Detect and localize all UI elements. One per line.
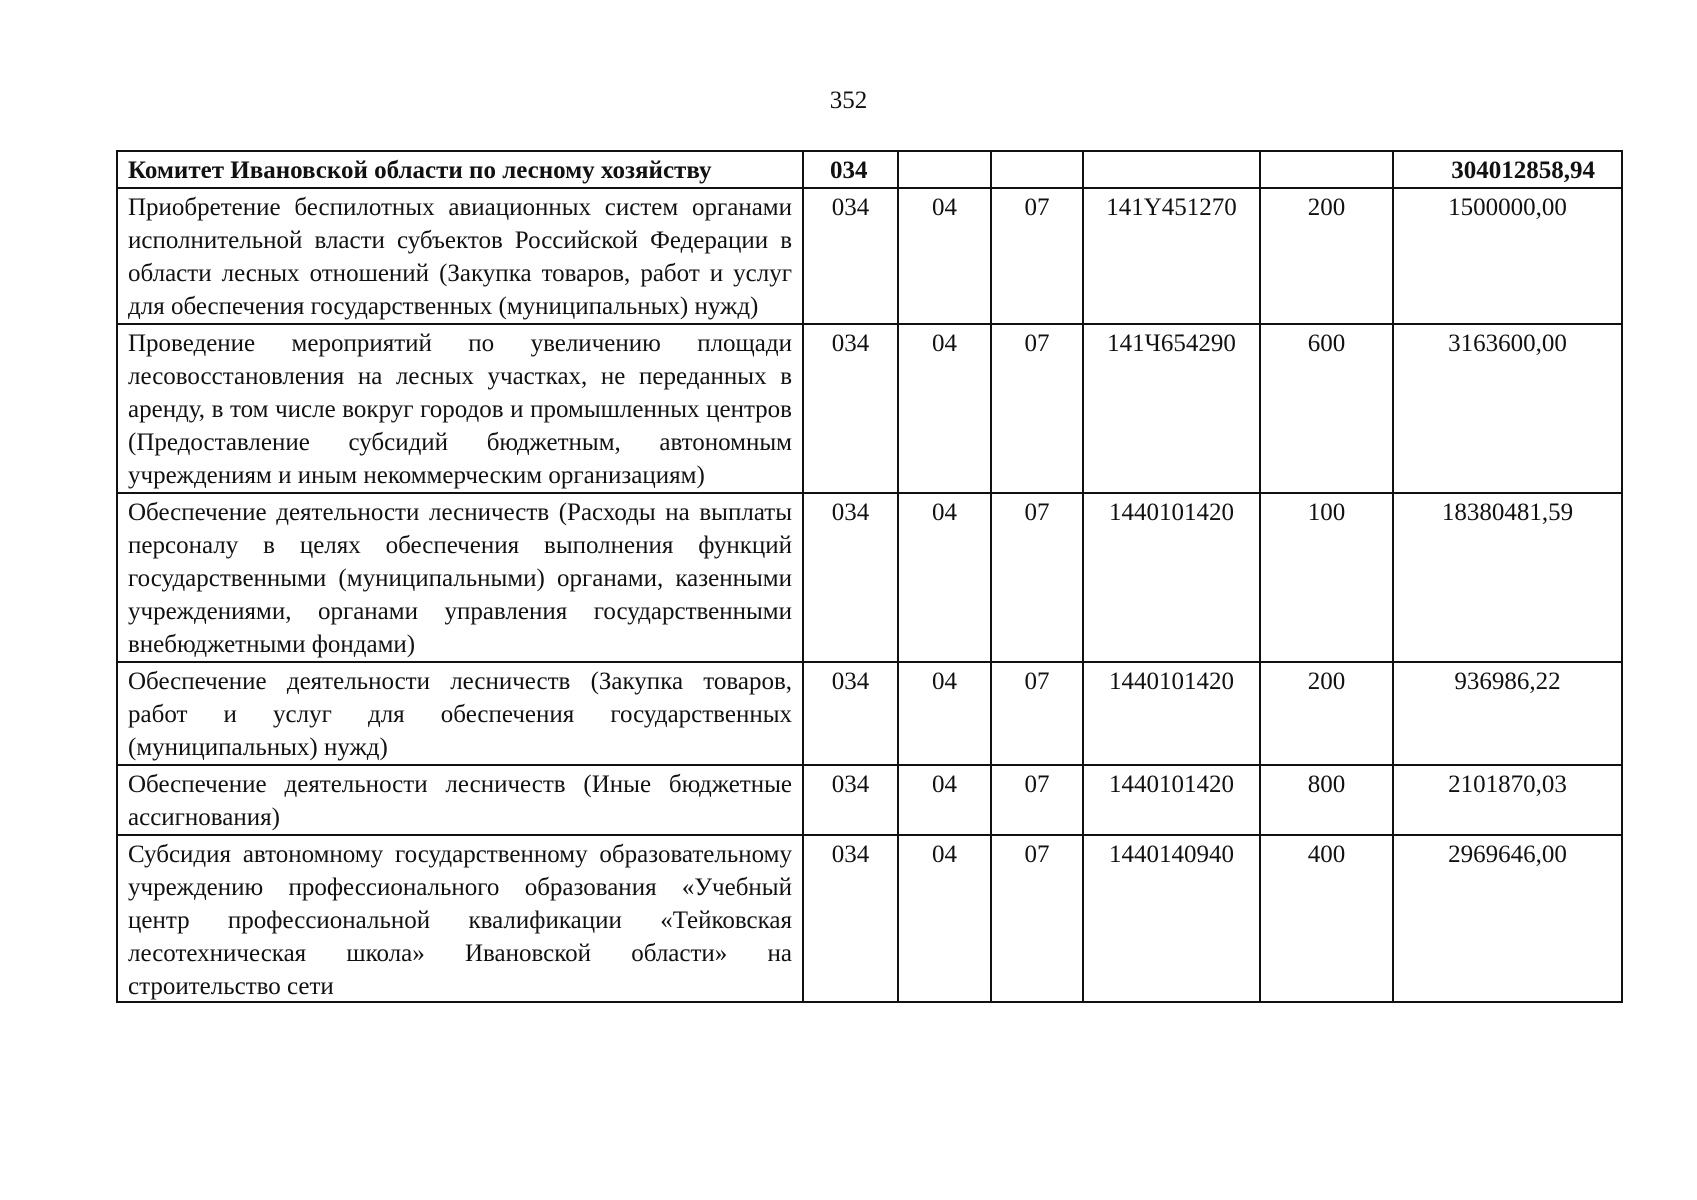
row-admin-code: 034 bbox=[803, 493, 898, 662]
row-expense-type: 800 bbox=[1260, 765, 1393, 835]
row-section: 04 bbox=[898, 765, 991, 835]
row-section: 04 bbox=[898, 324, 991, 493]
row-admin-code: 034 bbox=[803, 835, 898, 1002]
table-row bbox=[117, 662, 1622, 765]
row-amount: 2101870,03 bbox=[1393, 765, 1622, 835]
row-admin-code: 034 bbox=[803, 188, 898, 324]
row-admin-code: 034 bbox=[803, 662, 898, 765]
row-admin-code: 034 bbox=[803, 765, 898, 835]
row-description-text: Субсидия автономному государственному образовательному учреждению профессионального образования «Учебный центр профессиональной квалификации «Тейковская лесотехническая школа» Ивановской области» на строительство сети bbox=[128, 841, 792, 1000]
row-description: Обеспечение деятельности лесничеств (Расходы на выплаты персоналу в целях обеспечения выполнения функций государственными (муниципальными) органами, казенными учреждениями, органами управления государственными внебюджетными фондами) bbox=[117, 493, 803, 662]
row-subsection: 07 bbox=[991, 662, 1083, 765]
row-subsection: 07 bbox=[991, 324, 1083, 493]
row-expense-type: 200 bbox=[1260, 188, 1393, 324]
budget-table bbox=[116, 150, 1623, 1003]
row-subsection: 07 bbox=[991, 188, 1083, 324]
row-expense-type: 100 bbox=[1260, 493, 1393, 662]
row-description: Приобретение беспилотных авиационных систем органами исполнительной власти субъектов Российской Федерации в области лесных отношений (Закупка товаров, работ и услуг для обеспечения государственных (муниципальных) нужд) bbox=[117, 188, 803, 324]
table-header-row bbox=[117, 151, 1622, 188]
row-expense-type bbox=[1260, 151, 1393, 188]
table-row bbox=[117, 835, 1622, 1002]
row-section: 04 bbox=[898, 835, 991, 1002]
row-subsection: 07 bbox=[991, 493, 1083, 662]
row-target-item bbox=[1083, 151, 1260, 188]
row-amount: 304012858,94 bbox=[1393, 151, 1622, 188]
row-description: Проведение мероприятий по увеличению площади лесовосстановления на лесных участках, не переданных в аренду, в том числе вокруг городов и промышленных центров (Предоставление субсидий бюджетным, автономным учреждениям и иным некоммерческим организациям) bbox=[117, 324, 803, 493]
row-amount: 18380481,59 bbox=[1393, 493, 1622, 662]
row-subsection bbox=[991, 151, 1083, 188]
row-section bbox=[898, 151, 991, 188]
row-description: Обеспечение деятельности лесничеств (Иные бюджетные ассигнования) bbox=[117, 765, 803, 835]
row-section: 04 bbox=[898, 493, 991, 662]
row-amount: 936986,22 bbox=[1393, 662, 1622, 765]
row-target-item: 1440101420 bbox=[1083, 493, 1260, 662]
table-row bbox=[117, 493, 1622, 662]
row-description: Обеспечение деятельности лесничеств (Закупка товаров, работ и услуг для обеспечения государственных (муниципальных) нужд) bbox=[117, 662, 803, 765]
row-expense-type: 200 bbox=[1260, 662, 1393, 765]
row-expense-type: 600 bbox=[1260, 324, 1393, 493]
table-row bbox=[117, 765, 1622, 835]
page-number: 352 bbox=[829, 87, 868, 114]
row-description bbox=[117, 835, 803, 1002]
row-target-item: 141Y451270 bbox=[1083, 188, 1260, 324]
row-subsection: 07 bbox=[991, 765, 1083, 835]
table-row bbox=[117, 188, 1622, 324]
row-admin-code: 034 bbox=[803, 324, 898, 493]
row-expense-type: 400 bbox=[1260, 835, 1393, 1002]
row-section: 04 bbox=[898, 188, 991, 324]
row-target-item: 1440101420 bbox=[1083, 662, 1260, 765]
row-section: 04 bbox=[898, 662, 991, 765]
table-row bbox=[117, 324, 1622, 493]
row-description: Комитет Ивановской области по лесному хозяйству bbox=[117, 151, 803, 188]
row-target-item: 1440101420 bbox=[1083, 765, 1260, 835]
row-amount: 3163600,00 bbox=[1393, 324, 1622, 493]
row-amount: 1500000,00 bbox=[1393, 188, 1622, 324]
row-target-item: 1440140940 bbox=[1083, 835, 1260, 1002]
row-subsection: 07 bbox=[991, 835, 1083, 1002]
row-amount: 2969646,00 bbox=[1393, 835, 1622, 1002]
row-admin-code: 034 bbox=[803, 151, 898, 188]
row-target-item: 141Ч654290 bbox=[1083, 324, 1260, 493]
